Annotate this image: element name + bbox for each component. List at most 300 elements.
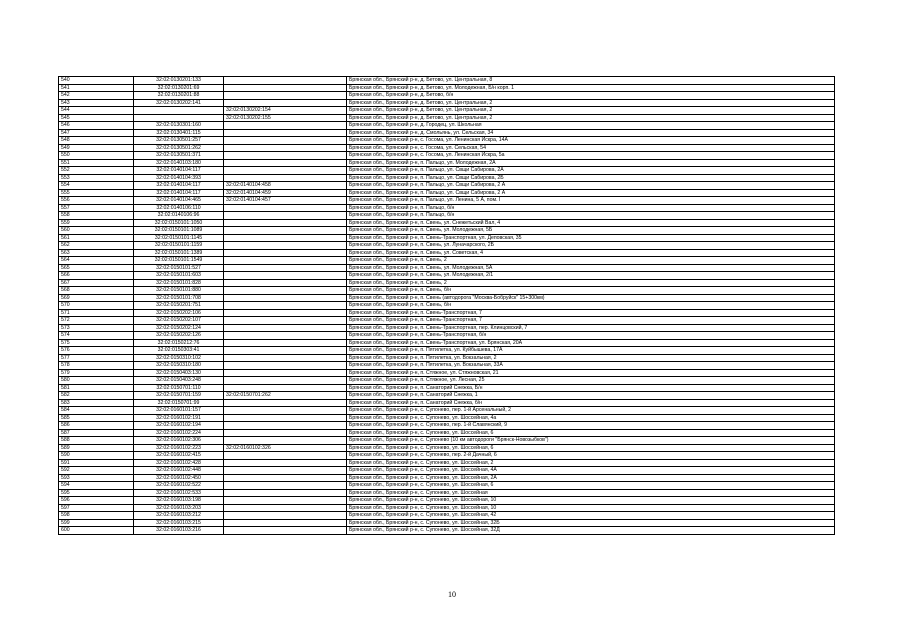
related-cadastral-number-cell xyxy=(224,407,347,415)
address-cell: Брянская обл., Брянский р-н, с. Супонево, ул. Шоссейная, 4а xyxy=(347,414,835,422)
cadastral-number-cell: 32:02:0150310:102 xyxy=(134,354,224,362)
related-cadastral-number-cell xyxy=(224,459,347,467)
row-number-cell: 546 xyxy=(59,122,134,130)
row-number-cell: 595 xyxy=(59,489,134,497)
address-cell: Брянская обл., Брянский р-н, п. Свень (автодорога "Москва-Бобруйск" 15+300км) xyxy=(347,294,835,302)
table-row xyxy=(59,189,835,197)
row-number-cell: 581 xyxy=(59,384,134,392)
related-cadastral-number-cell xyxy=(224,422,347,430)
table-row xyxy=(59,384,835,392)
address-cell: Брянская обл., Брянский р-н, с. Супонево, ул. Шоссейная, 6 xyxy=(347,444,835,452)
related-cadastral-number-cell: 32:02:0130202:154 xyxy=(224,107,347,115)
cadastral-number-cell: 32:02:0130501:371 xyxy=(134,152,224,160)
related-cadastral-number-cell xyxy=(224,137,347,145)
cadastral-number-cell: 32:02:0150101:828 xyxy=(134,279,224,287)
related-cadastral-number-cell xyxy=(224,497,347,505)
table-row xyxy=(59,227,835,235)
row-number-cell: 541 xyxy=(59,84,134,92)
cadastral-number-cell: 32:02:0160102:522 xyxy=(134,482,224,490)
address-cell: Брянская обл., Брянский р-н, п. Пальцо, б/н xyxy=(347,204,835,212)
cadastral-number-cell: 32:02:0150201:751 xyxy=(134,302,224,310)
row-number-cell: 556 xyxy=(59,197,134,205)
related-cadastral-number-cell xyxy=(224,489,347,497)
related-cadastral-number-cell xyxy=(224,174,347,182)
cadastral-number-cell: 32:02:0140104:117 xyxy=(134,167,224,175)
address-cell: Брянская обл., Брянский р-н, п. Стяжное, ул. Лесная, 25 xyxy=(347,377,835,385)
related-cadastral-number-cell: 32:02:0140104:459 xyxy=(224,189,347,197)
address-cell: Брянская обл., Брянский р-н, п. Свень-Транспортная, 7 xyxy=(347,309,835,317)
table-row xyxy=(59,437,835,445)
address-cell: Брянская обл., Брянский р-н, п. Свень, б/н xyxy=(347,287,835,295)
cadastral-number-cell: 32:02:0160103:216 xyxy=(134,527,224,535)
cadastral-number-cell: 32:02:0150303:41 xyxy=(134,347,224,355)
table-row xyxy=(59,482,835,490)
table-row xyxy=(59,249,835,257)
table-row xyxy=(59,512,835,520)
related-cadastral-number-cell xyxy=(224,294,347,302)
row-number-cell: 568 xyxy=(59,287,134,295)
row-number-cell: 560 xyxy=(59,227,134,235)
address-cell: Брянская обл., Брянский р-н, п. Свень, 2 xyxy=(347,279,835,287)
related-cadastral-number-cell xyxy=(224,384,347,392)
cadastral-number-cell: 32:02:0140104:117 xyxy=(134,182,224,190)
table-row xyxy=(59,317,835,325)
table-row xyxy=(59,234,835,242)
cadastral-number-cell: 32:02:0130401:115 xyxy=(134,129,224,137)
row-number-cell: 566 xyxy=(59,272,134,280)
table-row xyxy=(59,452,835,460)
cadastral-number-cell: 32:02:0140104:117 xyxy=(134,189,224,197)
cadastral-number-cell: 32:02:0150701:110 xyxy=(134,384,224,392)
related-cadastral-number-cell xyxy=(224,257,347,265)
row-number-cell: 594 xyxy=(59,482,134,490)
related-cadastral-number-cell xyxy=(224,92,347,100)
address-cell: Брянская обл., Брянский р-н, п. Свень-Транспортная, пер. Клинцовский, 7 xyxy=(347,324,835,332)
cadastral-number-cell: 32:02:0160102:224 xyxy=(134,429,224,437)
address-cell: Брянская обл., Брянский р-н, с. Супонево, ул. Шоссейная, 10 xyxy=(347,497,835,505)
related-cadastral-number-cell xyxy=(224,129,347,137)
row-number-cell: 600 xyxy=(59,527,134,535)
cadastral-number-cell: 32:02:0130201:88 xyxy=(134,92,224,100)
address-cell: Брянская обл., Брянский р-н, с. Супонево (10 км автодороги "Брянск-Новозыбков") xyxy=(347,437,835,445)
cadastral-number-cell: 32:02:0160102:415 xyxy=(134,452,224,460)
related-cadastral-number-cell xyxy=(224,399,347,407)
row-number-cell: 542 xyxy=(59,92,134,100)
address-cell: Брянская обл., Брянский р-н, п. Пятилетка, ул. Вокзальная, 33А xyxy=(347,362,835,370)
table-row xyxy=(59,144,835,152)
related-cadastral-number-cell: 32:02:0160102:326 xyxy=(224,444,347,452)
table-row xyxy=(59,174,835,182)
cadastral-number-cell: 32:02:0150101:1159 xyxy=(134,242,224,250)
table-row xyxy=(59,212,835,220)
related-cadastral-number-cell xyxy=(224,369,347,377)
table-row xyxy=(59,354,835,362)
cadastral-number-cell: 32:02:0140104:393 xyxy=(134,174,224,182)
related-cadastral-number-cell xyxy=(224,309,347,317)
row-number-cell: 544 xyxy=(59,107,134,115)
row-number-cell: 545 xyxy=(59,114,134,122)
related-cadastral-number-cell xyxy=(224,122,347,130)
row-number-cell: 583 xyxy=(59,399,134,407)
address-cell: Брянская обл., Брянский р-н, с. Супонево, ул. Шоссейная, 10 xyxy=(347,504,835,512)
row-number-cell: 573 xyxy=(59,324,134,332)
row-number-cell: 578 xyxy=(59,362,134,370)
row-number-cell: 574 xyxy=(59,332,134,340)
table-row xyxy=(59,204,835,212)
cadastral-number-cell: 32:02:0150101:880 xyxy=(134,287,224,295)
related-cadastral-number-cell xyxy=(224,377,347,385)
table-row xyxy=(59,99,835,107)
address-cell: Брянская обл., Брянский р-н, с. Супонево, ул. Шоссейная, 42 xyxy=(347,512,835,520)
cadastral-number-cell: 32:02:0150101:527 xyxy=(134,264,224,272)
row-number-cell: 550 xyxy=(59,152,134,160)
row-number-cell: 596 xyxy=(59,497,134,505)
table-row xyxy=(59,504,835,512)
table-row xyxy=(59,92,835,100)
table-row xyxy=(59,152,835,160)
related-cadastral-number-cell xyxy=(224,204,347,212)
document-page xyxy=(58,76,834,535)
table-row xyxy=(59,467,835,475)
related-cadastral-number-cell: 32:02:0140104:458 xyxy=(224,182,347,190)
table-row xyxy=(59,347,835,355)
row-number-cell: 590 xyxy=(59,452,134,460)
cadastral-number-cell: 32:02:0150202:124 xyxy=(134,324,224,332)
address-cell: Брянская обл., Брянский р-н, п. Свень, 2 xyxy=(347,257,835,265)
address-cell: Брянская обл., Брянский р-н, д. Городец, ул. Школьная xyxy=(347,122,835,130)
cadastral-number-cell: 32:02:0130301:160 xyxy=(134,122,224,130)
row-number-cell: 599 xyxy=(59,519,134,527)
cadastral-number-cell: 32:02:0150101:1145 xyxy=(134,234,224,242)
table-row xyxy=(59,77,835,85)
address-cell: Брянская обл., Брянский р-н, д. Бетово, ул. Центральная, 2 xyxy=(347,99,835,107)
address-cell: Брянская обл., Брянский р-н, с. Супонево, ул. Шоссейная, 32Д xyxy=(347,527,835,535)
row-number-cell: 557 xyxy=(59,204,134,212)
row-number-cell: 543 xyxy=(59,99,134,107)
row-number-cell: 551 xyxy=(59,159,134,167)
row-number-cell: 576 xyxy=(59,347,134,355)
related-cadastral-number-cell xyxy=(224,242,347,250)
table-row xyxy=(59,197,835,205)
address-cell: Брянская обл., Брянский р-н, с. Супонево, пер. 2-й Дачный, 6 xyxy=(347,452,835,460)
table-row xyxy=(59,399,835,407)
related-cadastral-number-cell xyxy=(224,152,347,160)
address-cell: Брянская обл., Брянский р-н, с. Супонево, ул. Шоссейная, 32Б xyxy=(347,519,835,527)
table-row xyxy=(59,272,835,280)
cadastral-number-cell: 32:02:0160102:533 xyxy=(134,489,224,497)
cadastral-number-cell: 32:02:0150101:708 xyxy=(134,294,224,302)
cadastral-number-cell: 32:02:0160102:194 xyxy=(134,422,224,430)
row-number-cell: 569 xyxy=(59,294,134,302)
table-row xyxy=(59,414,835,422)
cadastral-number-cell: 32:02:0150212:76 xyxy=(134,339,224,347)
related-cadastral-number-cell xyxy=(224,77,347,85)
related-cadastral-number-cell xyxy=(224,272,347,280)
related-cadastral-number-cell xyxy=(224,362,347,370)
row-number-cell: 563 xyxy=(59,249,134,257)
table-body xyxy=(59,77,835,535)
related-cadastral-number-cell xyxy=(224,144,347,152)
cadastral-number-cell xyxy=(134,107,224,115)
table-row xyxy=(59,422,835,430)
related-cadastral-number-cell xyxy=(224,519,347,527)
related-cadastral-number-cell xyxy=(224,437,347,445)
address-cell: Брянская обл., Брянский р-н, с. Госома, ул. Ленинская Искра, 5а xyxy=(347,152,835,160)
related-cadastral-number-cell xyxy=(224,264,347,272)
cadastral-number-cell: 32:02:0150101:1089 xyxy=(134,227,224,235)
cadastral-number-cell: 32:02:0130201:69 xyxy=(134,84,224,92)
address-cell: Брянская обл., Брянский р-н, с. Супонево, ул. Шоссейная, 2 xyxy=(347,459,835,467)
related-cadastral-number-cell xyxy=(224,302,347,310)
objects-table xyxy=(58,76,835,535)
related-cadastral-number-cell xyxy=(224,512,347,520)
cadastral-number-cell: 32:02:0150310:180 xyxy=(134,362,224,370)
related-cadastral-number-cell xyxy=(224,339,347,347)
related-cadastral-number-cell xyxy=(224,527,347,535)
cadastral-number-cell: 32:02:0160103:215 xyxy=(134,519,224,527)
row-number-cell: 575 xyxy=(59,339,134,347)
row-number-cell: 540 xyxy=(59,77,134,85)
address-cell: Брянская обл., Брянский р-н, с. Супонево, ул. Шоссейная, 6 xyxy=(347,429,835,437)
address-cell: Брянская обл., Брянский р-н, с. Госома, ул. Сельская, 54 xyxy=(347,144,835,152)
related-cadastral-number-cell xyxy=(224,429,347,437)
cadastral-number-cell: 32:02:0160103:203 xyxy=(134,504,224,512)
address-cell: Брянская обл., Брянский р-н, п. Свень, ул. Луначарского, 2Б xyxy=(347,242,835,250)
related-cadastral-number-cell: 32:02:0130202:155 xyxy=(224,114,347,122)
related-cadastral-number-cell xyxy=(224,347,347,355)
row-number-cell: 547 xyxy=(59,129,134,137)
table-row xyxy=(59,407,835,415)
address-cell: Брянская обл., Брянский р-н, с. Супонево, ул. Шоссейная, 2А xyxy=(347,474,835,482)
address-cell: Брянская обл., Брянский р-н, с. Супонево, пер. 1-й Славянский, 9 xyxy=(347,422,835,430)
table-row xyxy=(59,137,835,145)
table-row xyxy=(59,377,835,385)
address-cell: Брянская обл., Брянский р-н, п. Пальцо, ул. Свщи Сабирова, 2 А xyxy=(347,189,835,197)
row-number-cell: 585 xyxy=(59,414,134,422)
table-row xyxy=(59,107,835,115)
table-row xyxy=(59,459,835,467)
related-cadastral-number-cell xyxy=(224,482,347,490)
address-cell: Брянская обл., Брянский р-н, с. Супонево, пер. 1-й Арсенальный, 2 xyxy=(347,407,835,415)
address-cell: Брянская обл., Брянский р-н, п. Пальцо, ул. Ленина, 5 А, пом. I xyxy=(347,197,835,205)
row-number-cell: 562 xyxy=(59,242,134,250)
cadastral-number-cell: 32:02:0140104:465 xyxy=(134,197,224,205)
cadastral-number-cell: 32:02:0160102:428 xyxy=(134,459,224,467)
cadastral-number-cell: 32:02:0130501:257 xyxy=(134,137,224,145)
table-row xyxy=(59,429,835,437)
related-cadastral-number-cell: 32:02:0150701:262 xyxy=(224,392,347,400)
address-cell: Брянская обл., Брянский р-н, п. Свень-Транспортная, 7 xyxy=(347,317,835,325)
table-row xyxy=(59,294,835,302)
row-number-cell: 558 xyxy=(59,212,134,220)
related-cadastral-number-cell xyxy=(224,414,347,422)
table-row xyxy=(59,219,835,227)
row-number-cell: 572 xyxy=(59,317,134,325)
address-cell: Брянская обл., Брянский р-н, п. Пятилетка, ул. Вокзальная, 2 xyxy=(347,354,835,362)
cadastral-number-cell: 32:02:0140106:96 xyxy=(134,212,224,220)
table-row xyxy=(59,474,835,482)
cadastral-number-cell: 32:02:0160103:198 xyxy=(134,497,224,505)
row-number-cell: 555 xyxy=(59,189,134,197)
table-row xyxy=(59,114,835,122)
cadastral-number-cell: 32:02:0140103:180 xyxy=(134,159,224,167)
related-cadastral-number-cell xyxy=(224,317,347,325)
row-number-cell: 548 xyxy=(59,137,134,145)
address-cell: Брянская обл., Брянский р-н, п. Стяжное, ул. Стяжновская, 21 xyxy=(347,369,835,377)
cadastral-number-cell: 32:02:0140106:110 xyxy=(134,204,224,212)
address-cell: Брянская обл., Брянский р-н, п. Пальцо, ул. Свщи Сабирова, 2А xyxy=(347,167,835,175)
row-number-cell: 567 xyxy=(59,279,134,287)
row-number-cell: 589 xyxy=(59,444,134,452)
row-number-cell: 577 xyxy=(59,354,134,362)
related-cadastral-number-cell xyxy=(224,227,347,235)
row-number-cell: 553 xyxy=(59,174,134,182)
row-number-cell: 579 xyxy=(59,369,134,377)
table-row xyxy=(59,444,835,452)
cadastral-number-cell: 32:02:0150701:99 xyxy=(134,399,224,407)
cadastral-number-cell: 32:02:0160102:223 xyxy=(134,444,224,452)
address-cell: Брянская обл., Брянский р-н, д. Бетово, ул. Центральная, 2 xyxy=(347,107,835,115)
table-row xyxy=(59,264,835,272)
table-row xyxy=(59,279,835,287)
table-row xyxy=(59,489,835,497)
table-row xyxy=(59,84,835,92)
address-cell: Брянская обл., Брянский р-н, д. Смольянь, ул. Сельская, 34 xyxy=(347,129,835,137)
address-cell: Брянская обл., Брянский р-н, с. Госома, ул. Ленинская Искра, 14А xyxy=(347,137,835,145)
row-number-cell: 587 xyxy=(59,429,134,437)
address-cell: Брянская обл., Брянский р-н, с. Супонево, ул. Шоссейная xyxy=(347,489,835,497)
table-row xyxy=(59,122,835,130)
cadastral-number-cell: 32:02:0150101:1389 xyxy=(134,249,224,257)
table-row xyxy=(59,392,835,400)
address-cell: Брянская обл., Брянский р-н, п. Пальцо, ул. Свщи Сабирова, 2 А xyxy=(347,182,835,190)
row-number-cell: 598 xyxy=(59,512,134,520)
address-cell: Брянская обл., Брянский р-н, с. Супонево, ул. Шоссейная, 4А xyxy=(347,467,835,475)
address-cell: Брянская обл., Брянский р-н, д. Бетово, ул. Центральная, 2 xyxy=(347,114,835,122)
cadastral-number-cell xyxy=(134,114,224,122)
row-number-cell: 571 xyxy=(59,309,134,317)
address-cell: Брянская обл., Брянский р-н, п. Санаторий Снежка, 1 xyxy=(347,392,835,400)
table-row xyxy=(59,362,835,370)
row-number-cell: 570 xyxy=(59,302,134,310)
row-number-cell: 561 xyxy=(59,234,134,242)
cadastral-number-cell: 32:02:0150101:1050 xyxy=(134,219,224,227)
cadastral-number-cell: 32:02:0160102:450 xyxy=(134,474,224,482)
address-cell: Брянская обл., Брянский р-н, п. Пятилетка, ул. Куйбышева, 17А xyxy=(347,347,835,355)
cadastral-number-cell: 32:02:0160102:191 xyxy=(134,414,224,422)
row-number-cell: 549 xyxy=(59,144,134,152)
cadastral-number-cell: 32:02:0160102:306 xyxy=(134,437,224,445)
address-cell: Брянская обл., Брянский р-н, п. Свень, ул. Снежетьский Вал, 4 xyxy=(347,219,835,227)
related-cadastral-number-cell xyxy=(224,234,347,242)
address-cell: Брянская обл., Брянский р-н, д. Бетово, ул. Молодежная, Б/н корп. 1 xyxy=(347,84,835,92)
address-cell: Брянская обл., Брянский р-н, п. Свень-Транспортная, ул. Деповская, 35 xyxy=(347,234,835,242)
address-cell: Брянская обл., Брянский р-н, п. Свень, ул. Молодежная, 5А xyxy=(347,264,835,272)
related-cadastral-number-cell xyxy=(224,249,347,257)
related-cadastral-number-cell xyxy=(224,84,347,92)
table-row xyxy=(59,287,835,295)
cadastral-number-cell: 32:02:0130501:262 xyxy=(134,144,224,152)
cadastral-number-cell: 32:02:0150403:248 xyxy=(134,377,224,385)
table-row xyxy=(59,159,835,167)
table-row xyxy=(59,527,835,535)
table-row xyxy=(59,182,835,190)
table-row xyxy=(59,369,835,377)
row-number-cell: 593 xyxy=(59,474,134,482)
related-cadastral-number-cell xyxy=(224,324,347,332)
address-cell: Брянская обл., Брянский р-н, с. Супонево, ул. Шоссейная, 6 xyxy=(347,482,835,490)
row-number-cell: 597 xyxy=(59,504,134,512)
cadastral-number-cell: 32:02:0150202:107 xyxy=(134,317,224,325)
table-row xyxy=(59,497,835,505)
row-number-cell: 565 xyxy=(59,264,134,272)
address-cell: Брянская обл., Брянский р-н, п. Пальцо, ул. Свщи Сабирова, 2Б xyxy=(347,174,835,182)
table-row xyxy=(59,129,835,137)
cadastral-number-cell: 32:02:0150101:1549 xyxy=(134,257,224,265)
address-cell: Брянская обл., Брянский р-н, п. Пальцо, ул. Молодежная, 2А xyxy=(347,159,835,167)
row-number-cell: 554 xyxy=(59,182,134,190)
cadastral-number-cell: 32:02:0160102:448 xyxy=(134,467,224,475)
cadastral-number-cell: 32:02:0150101:603 xyxy=(134,272,224,280)
related-cadastral-number-cell xyxy=(224,279,347,287)
table-row xyxy=(59,332,835,340)
table-row xyxy=(59,309,835,317)
row-number-cell: 559 xyxy=(59,219,134,227)
address-cell: Брянская обл., Брянский р-н, п. Санаторий Снежка, Б/н xyxy=(347,384,835,392)
address-cell: Брянская обл., Брянский р-н, п. Свень, ул. Молодежная, 2/1 xyxy=(347,272,835,280)
table-row xyxy=(59,302,835,310)
related-cadastral-number-cell xyxy=(224,332,347,340)
related-cadastral-number-cell xyxy=(224,159,347,167)
cadastral-number-cell: 32:02:0150701:159 xyxy=(134,392,224,400)
cadastral-number-cell: 32:02:0130202:141 xyxy=(134,99,224,107)
related-cadastral-number-cell: 32:02:0140104:457 xyxy=(224,197,347,205)
related-cadastral-number-cell xyxy=(224,467,347,475)
cadastral-number-cell: 32:02:0150202:106 xyxy=(134,309,224,317)
cadastral-number-cell: 32:02:0160103:212 xyxy=(134,512,224,520)
address-cell: Брянская обл., Брянский р-н, д. Бетово, ул. Центральная, 8 xyxy=(347,77,835,85)
related-cadastral-number-cell xyxy=(224,354,347,362)
address-cell: Брянская обл., Брянский р-н, п. Свень-Транспортная, ул. Брянская, 20А xyxy=(347,339,835,347)
row-number-cell: 564 xyxy=(59,257,134,265)
row-number-cell: 588 xyxy=(59,437,134,445)
related-cadastral-number-cell xyxy=(224,504,347,512)
cadastral-number-cell: 32:02:0130201:133 xyxy=(134,77,224,85)
related-cadastral-number-cell xyxy=(224,219,347,227)
cadastral-number-cell: 32:02:0150403:130 xyxy=(134,369,224,377)
cadastral-number-cell: 32:02:0160101:157 xyxy=(134,407,224,415)
row-number-cell: 582 xyxy=(59,392,134,400)
address-cell: Брянская обл., Брянский р-н, п. Санаторий Снежка, б/н xyxy=(347,399,835,407)
table-row xyxy=(59,242,835,250)
cadastral-number-cell: 32:02:0150202:126 xyxy=(134,332,224,340)
row-number-cell: 584 xyxy=(59,407,134,415)
table-row xyxy=(59,167,835,175)
address-cell: Брянская обл., Брянский р-н, д. Бетово, б/н xyxy=(347,92,835,100)
page-number: 10 xyxy=(448,590,456,599)
related-cadastral-number-cell xyxy=(224,452,347,460)
address-cell: Брянская обл., Брянский р-н, п. Свень, б/н xyxy=(347,302,835,310)
related-cadastral-number-cell xyxy=(224,212,347,220)
row-number-cell: 552 xyxy=(59,167,134,175)
row-number-cell: 586 xyxy=(59,422,134,430)
related-cadastral-number-cell xyxy=(224,474,347,482)
table-row xyxy=(59,324,835,332)
address-cell: Брянская обл., Брянский р-н, п. Свень-Транспортная, б/н xyxy=(347,332,835,340)
address-cell: Брянская обл., Брянский р-н, п. Свень, ул. Молодежная, 5Б xyxy=(347,227,835,235)
related-cadastral-number-cell xyxy=(224,287,347,295)
table-row xyxy=(59,519,835,527)
